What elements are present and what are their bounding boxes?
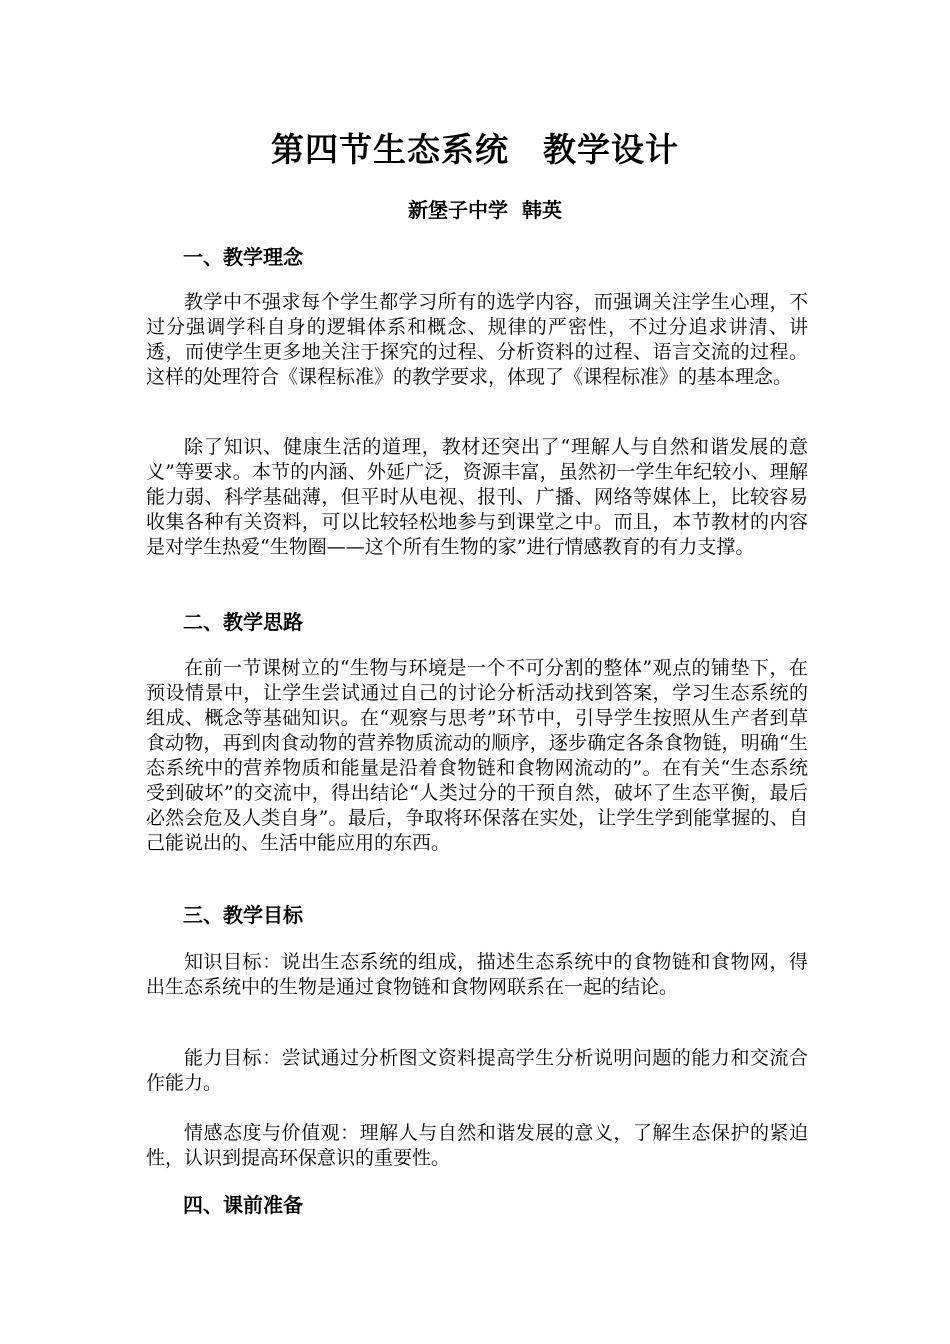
paragraph-teaching-philosophy-2: 除了知识、健康生活的道理，教材还突出了“理解人与自然和谐发展的意义”等要求。本节的内涵、外延广泛，资源丰富，虽然初一学生年纪较小、理解能力弱、科学基础薄，但平时从电视、报刊、广播、网络等媒体上，比较容易收集各种有关资料，可以比较轻松地参与到课堂之中。而且，本节教材的内容是对学生热爱“生物圈——这个所有生物的家”进行情感教育的有力支撑。 xyxy=(146,436,808,558)
section-heading-teaching-objectives: 三、教学目标 xyxy=(183,903,303,927)
paragraph-teaching-philosophy-1: 教学中不强求每个学生都学习所有的选学内容，而强调关注学生心理，不过分强调学科自身的逻辑体系和概念、规律的严密性，不过分追求讲清、讲透，而使学生更多地关注于探究的过程、分析资料的过程、语言交流的过程。这样的处理符合《课程标准》的教学要求，体现了《课程标准》的基本理念。 xyxy=(146,291,808,388)
paragraph-teaching-approach-1: 在前一节课树立的“生物与环境是一个不可分割的整体”观点的铺垫下，在预设情景中，让学生尝试通过自己的讨论分析活动找到答案，学习生态系统的组成、概念等基础知识。在“观察与思考”环节中，引导学生按照从生产者到草食动物，再到肉食动物的营养物质流动的顺序，逐步确定各条食物链，明确“生态系统中的营养物质和能量是沿着食物链和食物网流动的”。在有关“生态系统受到破坏”的交流中，得出结论“人类过分的干预自然，破坏了生态平衡，最后必然会危及人类自身”。最后，争取将环保落在实处，让学生学到能掌握的、自己能说出的、生活中能应用的东西。 xyxy=(146,657,808,854)
section-heading-teaching-philosophy: 一、教学理念 xyxy=(183,245,303,269)
section-heading-teaching-approach: 二、教学思路 xyxy=(183,610,303,634)
document-author: 新堡子中学 韩英 xyxy=(408,198,562,222)
section-heading-lesson-preparation: 四、课前准备 xyxy=(183,1193,303,1217)
paragraph-ability-objective: 能力目标：尝试通过分析图文资料提高学生分析说明问题的能力和交流合作能力。 xyxy=(146,1047,808,1094)
paragraph-attitude-objective: 情感态度与价值观：理解人与自然和谐发展的意义，了解生态保护的紧迫性，认识到提高环保意识的重要性。 xyxy=(146,1122,808,1169)
document-title: 第四节生态系统 教学设计 xyxy=(271,130,679,169)
paragraph-knowledge-objective: 知识目标：说出生态系统的组成，描述生态系统中的食物链和食物网，得出生态系统中的生物是通过食物链和食物网联系在一起的结论。 xyxy=(146,951,808,998)
